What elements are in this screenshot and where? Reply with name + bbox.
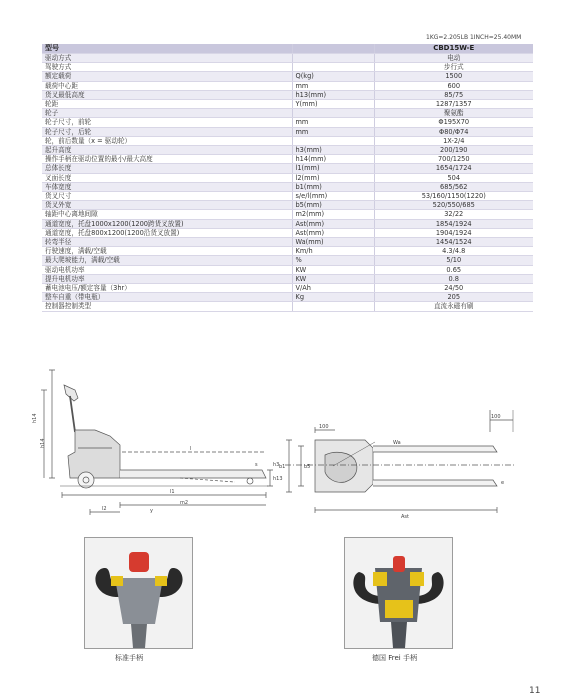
spec-label: 驱动方式 [42, 54, 292, 63]
spec-label: 控制器控制类型 [42, 302, 292, 311]
top-view-drawing [275, 400, 525, 530]
spec-value: 1904/1924 [374, 228, 533, 237]
spec-unit: b5(mm) [292, 201, 374, 210]
spec-unit: mm [292, 81, 374, 90]
dim-h3: h3 [273, 462, 280, 468]
spec-value: 200/190 [374, 146, 533, 155]
spec-unit [292, 63, 374, 72]
spec-label: 轮距 [42, 100, 292, 109]
dim-e: e [501, 480, 505, 486]
spec-row [42, 219, 533, 228]
spec-unit: h3(mm) [292, 146, 374, 155]
spec-value: 520/550/685 [374, 201, 533, 210]
spec-row [42, 146, 533, 155]
spec-label: 叉面长度 [42, 173, 292, 182]
spec-label: 型号 [42, 44, 292, 54]
spec-label: 通道宽度，托盘800x1200(1200沿货叉放置) [42, 228, 292, 237]
spec-label: 最大爬坡能力，满载/空载 [42, 256, 292, 265]
spec-label: 驾驶方式 [42, 63, 292, 72]
spec-unit [292, 44, 374, 54]
spec-value: 700/1250 [374, 155, 533, 164]
spec-unit: Q(kg) [292, 72, 374, 81]
spec-label: 车体宽度 [42, 182, 292, 191]
spec-label: 轮子尺寸，前轮 [42, 118, 292, 127]
unit-conversion-note: 1KG=2.205LB 1INCH=25.40MM [426, 34, 522, 41]
dim-b1: b1 [279, 464, 286, 470]
spec-label: 轮子 [42, 109, 292, 118]
spec-label: 货叉最低高度 [42, 90, 292, 99]
spec-unit [292, 109, 374, 118]
spec-label: 货叉外宽 [42, 201, 292, 210]
spec-value: 1854/1924 [374, 219, 533, 228]
spec-unit [292, 54, 374, 63]
spec-row [42, 109, 533, 118]
spec-row [42, 118, 533, 127]
spec-value: 53/160/1150(1220) [374, 192, 533, 201]
spec-value: 0.65 [374, 265, 533, 274]
dim-h14-a: h14 [32, 413, 38, 423]
spec-value: Φ80/Φ74 [374, 127, 533, 136]
spec-value: 504 [374, 173, 533, 182]
spec-value: 步行式 [374, 63, 533, 72]
spec-unit: m2(mm) [292, 210, 374, 219]
spec-label: 操作手柄在驱动位置的最小/最大高度 [42, 155, 292, 164]
spec-unit: Ast(mm) [292, 219, 374, 228]
spec-row [42, 81, 533, 90]
spec-row [42, 136, 533, 145]
dim-wa: Wa [393, 440, 401, 446]
standard-handle-icon [85, 538, 192, 648]
spec-value: 1X-2/4 [374, 136, 533, 145]
spec-table [42, 44, 533, 312]
spec-row [42, 72, 533, 81]
spec-value: 85/75 [374, 90, 533, 99]
dim-m2: m2 [180, 500, 189, 506]
spec-row [42, 173, 533, 182]
frei-handle-icon [345, 538, 452, 648]
spec-value: 4.3/4.8 [374, 247, 533, 256]
spec-unit: KW [292, 265, 374, 274]
spec-row [42, 201, 533, 210]
spec-unit: mm [292, 127, 374, 136]
spec-unit: l2(mm) [292, 173, 374, 182]
spec-label: 轴距中心离地间隙 [42, 210, 292, 219]
spec-row [42, 284, 533, 293]
spec-label: 载荷中心距 [42, 81, 292, 90]
spec-row [42, 192, 533, 201]
dim-b5: b5 [304, 464, 311, 470]
spec-unit: h13(mm) [292, 90, 374, 99]
frei-handle-caption: 德国 Frei 手柄 [372, 654, 417, 662]
dim-100-a: 100 [319, 424, 329, 430]
spec-label: 驱动电机功率 [42, 265, 292, 274]
spec-value: 685/562 [374, 182, 533, 191]
spec-unit [292, 302, 374, 311]
spec-value: 聚氨酯 [374, 109, 533, 118]
spec-row [42, 247, 533, 256]
spec-label: 总体长度 [42, 164, 292, 173]
spec-label: 货叉尺寸 [42, 192, 292, 201]
spec-row [42, 256, 533, 265]
spec-row [42, 238, 533, 247]
spec-label: 蓄电池电压/额定容量（3hr） [42, 284, 292, 293]
spec-row [42, 274, 533, 283]
dim-h14-b: h14 [40, 438, 46, 448]
spec-row [42, 210, 533, 219]
spec-unit: Ast(mm) [292, 228, 374, 237]
spec-label: 轮，前后数量（x = 驱动轮） [42, 136, 292, 145]
spec-row [42, 54, 533, 63]
spec-unit [292, 136, 374, 145]
dim-100-b: 100 [491, 414, 501, 420]
dim-h13: h13 [273, 476, 283, 482]
spec-label: 额定载荷 [42, 72, 292, 81]
spec-value: 5/10 [374, 256, 533, 265]
spec-value: 1287/1357 [374, 100, 533, 109]
spec-label: 提升电机功率 [42, 274, 292, 283]
spec-row [42, 265, 533, 274]
standard-handle-photo [84, 537, 193, 649]
spec-unit: l1(mm) [292, 164, 374, 173]
frei-handle-photo [344, 537, 453, 649]
spec-unit: h14(mm) [292, 155, 374, 164]
spec-label: 起升高度 [42, 146, 292, 155]
spec-label: 通道宽度，托盘1000x1200(1200跨货叉放置) [42, 219, 292, 228]
spec-value: 1654/1724 [374, 164, 533, 173]
spec-value: 电动 [374, 54, 533, 63]
spec-unit: b1(mm) [292, 182, 374, 191]
spec-unit: % [292, 256, 374, 265]
spec-value: 600 [374, 81, 533, 90]
spec-row [42, 100, 533, 109]
spec-row [42, 127, 533, 136]
spec-unit: KW [292, 274, 374, 283]
spec-unit: s/e/l(mm) [292, 192, 374, 201]
spec-value: 0.8 [374, 274, 533, 283]
spec-row [42, 164, 533, 173]
spec-value: 24/50 [374, 284, 533, 293]
spec-unit: Y(mm) [292, 100, 374, 109]
spec-unit: V/Ah [292, 284, 374, 293]
spec-label: 轮子尺寸，后轮 [42, 127, 292, 136]
spec-value: 1500 [374, 72, 533, 81]
spec-unit: Kg [292, 293, 374, 302]
spec-value: 直流永磁有刷 [374, 302, 533, 311]
spec-row [42, 182, 533, 191]
dim-l1: l1 [170, 489, 175, 495]
spec-row [42, 228, 533, 237]
spec-label: 转弯半径 [42, 238, 292, 247]
spec-unit: Km/h [292, 247, 374, 256]
spec-value: CBD15W-E [374, 44, 533, 54]
spec-row [42, 293, 533, 302]
spec-value: 205 [374, 293, 533, 302]
dim-l2: l2 [102, 506, 107, 512]
spec-unit: Wa(mm) [292, 238, 374, 247]
standard-handle-caption: 标准手柄 [115, 654, 143, 662]
dim-s: s [255, 462, 258, 468]
dim-y: y [150, 508, 153, 514]
spec-header-row [42, 44, 533, 54]
page-number: 11 [529, 686, 541, 696]
spec-label: 行驶速度，满载/空载 [42, 247, 292, 256]
spec-row [42, 63, 533, 72]
spec-row [42, 302, 533, 311]
spec-value: 32/22 [374, 210, 533, 219]
spec-value: Φ195X70 [374, 118, 533, 127]
spec-row [42, 155, 533, 164]
dim-l: l [190, 446, 192, 452]
spec-row [42, 90, 533, 99]
spec-value: 1454/1524 [374, 238, 533, 247]
spec-label: 整车自重（带电瓶） [42, 293, 292, 302]
dim-ast: Ast [401, 514, 409, 520]
spec-unit: mm [292, 118, 374, 127]
